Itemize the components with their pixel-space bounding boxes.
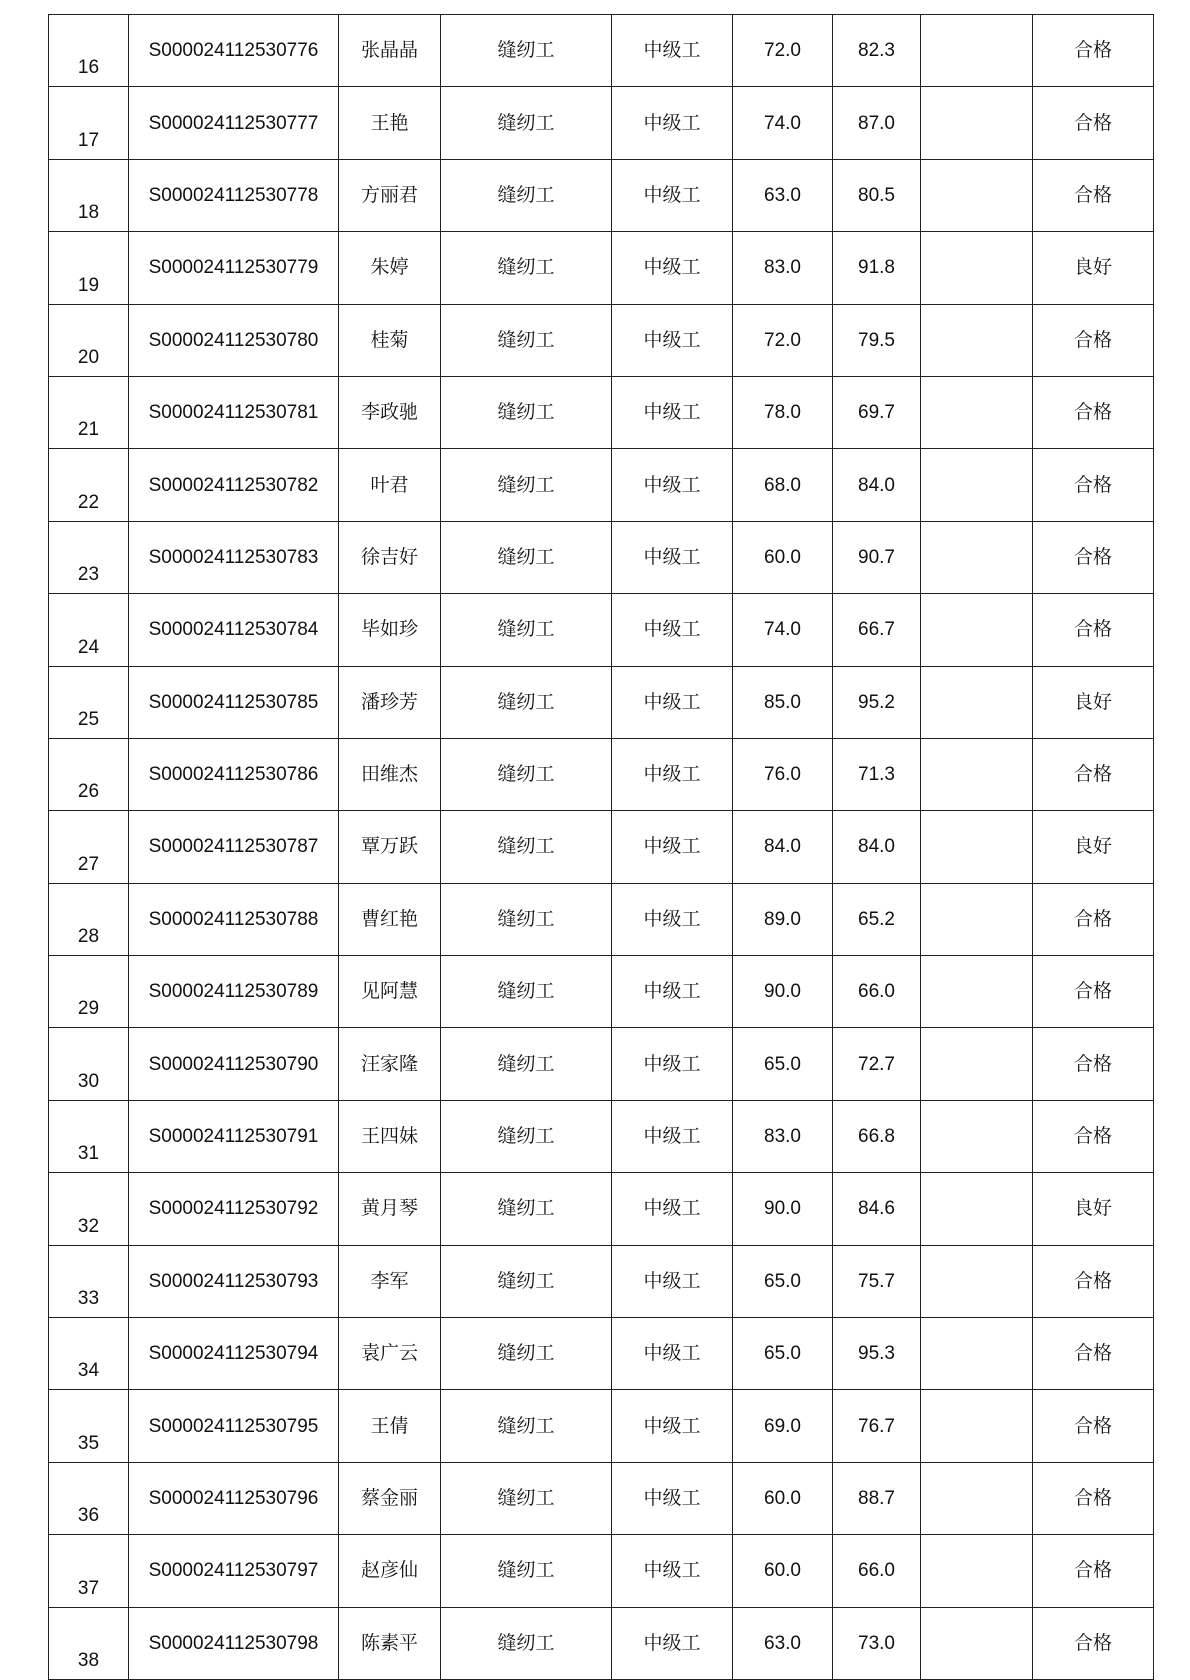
table-row [49,1390,1154,1462]
id-cell: S000024112530781 [129,376,339,448]
seq-number: 22 [77,491,100,513]
trade-cell: 缝纫工 [441,449,612,521]
name-cell: 桂菊 [339,304,441,376]
trade-cell: 缝纫工 [441,1462,612,1534]
result-cell: 合格 [1033,87,1154,159]
seq-number: 35 [77,1432,100,1454]
trade-cell: 缝纫工 [441,811,612,883]
table-row [49,1173,1154,1245]
theory-score-cell: 60.0 [733,521,833,593]
result-cell: 良好 [1033,232,1154,304]
remark-cell [921,304,1033,376]
remark-cell [921,1390,1033,1462]
seq-number: 19 [77,274,100,296]
seq-number: 34 [77,1360,100,1382]
theory-score-cell: 65.0 [733,1318,833,1390]
trade-cell: 缝纫工 [441,738,612,810]
seq-cell [49,449,129,521]
theory-score-cell: 90.0 [733,1173,833,1245]
seq-number: 36 [77,1505,100,1527]
remark-cell [921,666,1033,738]
id-cell: S000024112530795 [129,1390,339,1462]
practical-score-cell: 66.0 [833,1535,921,1607]
trade-cell: 缝纫工 [441,376,612,448]
result-cell: 合格 [1033,1100,1154,1172]
practical-score-cell: 69.7 [833,376,921,448]
remark-cell [921,1173,1033,1245]
table-row [49,1462,1154,1534]
remark-cell [921,1607,1033,1679]
seq-number: 24 [77,636,100,658]
seq-number: 20 [77,346,100,368]
remark-cell [921,956,1033,1028]
name-cell: 张晶晶 [339,15,441,87]
name-cell: 田维杰 [339,738,441,810]
name-cell: 黄月琴 [339,1173,441,1245]
name-cell: 见阿慧 [339,956,441,1028]
practical-score-cell: 66.8 [833,1100,921,1172]
theory-score-cell: 68.0 [733,449,833,521]
practical-score-cell: 84.0 [833,449,921,521]
table-row [49,811,1154,883]
name-cell: 蔡金丽 [339,1462,441,1534]
seq-cell [49,1607,129,1679]
id-cell: S000024112530789 [129,956,339,1028]
seq-cell [49,521,129,593]
result-cell: 合格 [1033,738,1154,810]
practical-score-cell: 91.8 [833,232,921,304]
trade-cell: 缝纫工 [441,1100,612,1172]
level-cell: 中级工 [612,1390,733,1462]
seq-cell [49,376,129,448]
remark-cell [921,1318,1033,1390]
id-cell: S000024112530793 [129,1245,339,1317]
remark-cell [921,883,1033,955]
seq-cell [49,87,129,159]
seq-cell [49,738,129,810]
remark-cell [921,738,1033,810]
name-cell: 潘珍芳 [339,666,441,738]
remark-cell [921,376,1033,448]
practical-score-cell: 72.7 [833,1028,921,1100]
seq-number: 18 [77,202,100,224]
id-cell: S000024112530787 [129,811,339,883]
remark-cell [921,232,1033,304]
result-cell: 合格 [1033,1028,1154,1100]
seq-number: 23 [77,564,100,586]
level-cell: 中级工 [612,1100,733,1172]
level-cell: 中级工 [612,521,733,593]
table-row [49,738,1154,810]
practical-score-cell: 73.0 [833,1607,921,1679]
level-cell: 中级工 [612,232,733,304]
result-cell: 良好 [1033,811,1154,883]
seq-number: 31 [77,1143,100,1165]
name-cell: 叶君 [339,449,441,521]
name-cell: 曹红艳 [339,883,441,955]
trade-cell: 缝纫工 [441,232,612,304]
seq-number: 26 [77,781,100,803]
theory-score-cell: 72.0 [733,304,833,376]
name-cell: 朱婷 [339,232,441,304]
remark-cell [921,449,1033,521]
id-cell: S000024112530779 [129,232,339,304]
theory-score-cell: 74.0 [733,594,833,666]
seq-cell [49,1028,129,1100]
trade-cell: 缝纫工 [441,1173,612,1245]
level-cell: 中级工 [612,376,733,448]
practical-score-cell: 75.7 [833,1245,921,1317]
table-row [49,1535,1154,1607]
level-cell: 中级工 [612,1173,733,1245]
level-cell: 中级工 [612,1607,733,1679]
theory-score-cell: 69.0 [733,1390,833,1462]
seq-cell [49,1535,129,1607]
remark-cell [921,1535,1033,1607]
theory-score-cell: 76.0 [733,738,833,810]
seq-cell [49,232,129,304]
result-cell: 合格 [1033,159,1154,231]
id-cell: S000024112530792 [129,1173,339,1245]
level-cell: 中级工 [612,594,733,666]
id-cell: S000024112530785 [129,666,339,738]
practical-score-cell: 95.2 [833,666,921,738]
seq-number: 30 [77,1070,100,1092]
table-row [49,376,1154,448]
table-row [49,232,1154,304]
name-cell: 陈素平 [339,1607,441,1679]
table-row [49,1028,1154,1100]
remark-cell [921,1462,1033,1534]
table-row [49,87,1154,159]
level-cell: 中级工 [612,1318,733,1390]
trade-cell: 缝纫工 [441,304,612,376]
theory-score-cell: 83.0 [733,1100,833,1172]
id-cell: S000024112530798 [129,1607,339,1679]
result-cell: 良好 [1033,1173,1154,1245]
trade-cell: 缝纫工 [441,666,612,738]
table-row [49,956,1154,1028]
id-cell: S000024112530778 [129,159,339,231]
practical-score-cell: 82.3 [833,15,921,87]
id-cell: S000024112530791 [129,1100,339,1172]
practical-score-cell: 84.0 [833,811,921,883]
level-cell: 中级工 [612,1462,733,1534]
seq-number: 16 [77,57,100,79]
theory-score-cell: 60.0 [733,1462,833,1534]
seq-cell [49,1462,129,1534]
id-cell: S000024112530776 [129,15,339,87]
name-cell: 李军 [339,1245,441,1317]
practical-score-cell: 84.6 [833,1173,921,1245]
theory-score-cell: 90.0 [733,956,833,1028]
id-cell: S000024112530783 [129,521,339,593]
level-cell: 中级工 [612,304,733,376]
theory-score-cell: 60.0 [733,1535,833,1607]
seq-cell [49,1173,129,1245]
practical-score-cell: 65.2 [833,883,921,955]
remark-cell [921,87,1033,159]
result-cell: 合格 [1033,594,1154,666]
name-cell: 方丽君 [339,159,441,231]
remark-cell [921,594,1033,666]
practical-score-cell: 95.3 [833,1318,921,1390]
practical-score-cell: 66.7 [833,594,921,666]
table-row [49,1318,1154,1390]
table-row [49,159,1154,231]
trade-cell: 缝纫工 [441,1318,612,1390]
remark-cell [921,15,1033,87]
theory-score-cell: 65.0 [733,1245,833,1317]
theory-score-cell: 78.0 [733,376,833,448]
result-cell: 合格 [1033,883,1154,955]
practical-score-cell: 71.3 [833,738,921,810]
remark-cell [921,159,1033,231]
name-cell: 赵彦仙 [339,1535,441,1607]
trade-cell: 缝纫工 [441,594,612,666]
trade-cell: 缝纫工 [441,1535,612,1607]
seq-number: 33 [77,1288,100,1310]
result-cell: 合格 [1033,1245,1154,1317]
name-cell: 王艳 [339,87,441,159]
name-cell: 王四妹 [339,1100,441,1172]
remark-cell [921,1028,1033,1100]
id-cell: S000024112530782 [129,449,339,521]
practical-score-cell: 88.7 [833,1462,921,1534]
theory-score-cell: 72.0 [733,15,833,87]
id-cell: S000024112530786 [129,738,339,810]
id-cell: S000024112530780 [129,304,339,376]
id-cell: S000024112530784 [129,594,339,666]
level-cell: 中级工 [612,15,733,87]
result-cell: 合格 [1033,449,1154,521]
remark-cell [921,811,1033,883]
seq-cell [49,1318,129,1390]
name-cell: 李政驰 [339,376,441,448]
theory-score-cell: 63.0 [733,1607,833,1679]
practical-score-cell: 79.5 [833,304,921,376]
trade-cell: 缝纫工 [441,1390,612,1462]
seq-cell [49,1390,129,1462]
practical-score-cell: 66.0 [833,956,921,1028]
level-cell: 中级工 [612,883,733,955]
seq-cell [49,811,129,883]
theory-score-cell: 84.0 [733,811,833,883]
theory-score-cell: 63.0 [733,159,833,231]
seq-cell [49,1100,129,1172]
table-row [49,304,1154,376]
id-cell: S000024112530794 [129,1318,339,1390]
result-cell: 合格 [1033,376,1154,448]
theory-score-cell: 74.0 [733,87,833,159]
practical-score-cell: 80.5 [833,159,921,231]
seq-number: 32 [77,1215,100,1237]
theory-score-cell: 85.0 [733,666,833,738]
seq-cell [49,1245,129,1317]
trade-cell: 缝纫工 [441,1607,612,1679]
trade-cell: 缝纫工 [441,883,612,955]
name-cell: 徐吉好 [339,521,441,593]
name-cell: 汪家隆 [339,1028,441,1100]
seq-cell [49,594,129,666]
id-cell: S000024112530796 [129,1462,339,1534]
remark-cell [921,1100,1033,1172]
table-row [49,1607,1154,1679]
remark-cell [921,521,1033,593]
level-cell: 中级工 [612,956,733,1028]
table-row [49,883,1154,955]
level-cell: 中级工 [612,1028,733,1100]
table-row [49,666,1154,738]
table-body [49,15,1154,1680]
result-cell: 合格 [1033,304,1154,376]
table-row [49,15,1154,87]
level-cell: 中级工 [612,87,733,159]
seq-number: 29 [77,998,100,1020]
table-row [49,521,1154,593]
result-cell: 合格 [1033,15,1154,87]
name-cell: 王倩 [339,1390,441,1462]
level-cell: 中级工 [612,449,733,521]
level-cell: 中级工 [612,811,733,883]
name-cell: 毕如珍 [339,594,441,666]
practical-score-cell: 87.0 [833,87,921,159]
result-cell: 合格 [1033,1462,1154,1534]
id-cell: S000024112530788 [129,883,339,955]
practical-score-cell: 76.7 [833,1390,921,1462]
id-cell: S000024112530797 [129,1535,339,1607]
seq-cell [49,15,129,87]
seq-cell [49,304,129,376]
table-row [49,594,1154,666]
trade-cell: 缝纫工 [441,159,612,231]
result-cell: 合格 [1033,1607,1154,1679]
trade-cell: 缝纫工 [441,521,612,593]
level-cell: 中级工 [612,159,733,231]
id-cell: S000024112530790 [129,1028,339,1100]
seq-number: 37 [77,1577,100,1599]
trade-cell: 缝纫工 [441,87,612,159]
level-cell: 中级工 [612,1245,733,1317]
id-cell: S000024112530777 [129,87,339,159]
result-cell: 合格 [1033,1535,1154,1607]
seq-cell [49,956,129,1028]
name-cell: 袁广云 [339,1318,441,1390]
result-cell: 合格 [1033,521,1154,593]
results-table [48,14,1154,1680]
result-cell: 合格 [1033,1390,1154,1462]
theory-score-cell: 65.0 [733,1028,833,1100]
trade-cell: 缝纫工 [441,15,612,87]
trade-cell: 缝纫工 [441,1028,612,1100]
table-row [49,449,1154,521]
result-cell: 合格 [1033,1318,1154,1390]
seq-cell [49,666,129,738]
theory-score-cell: 89.0 [733,883,833,955]
level-cell: 中级工 [612,666,733,738]
result-cell: 良好 [1033,666,1154,738]
level-cell: 中级工 [612,1535,733,1607]
seq-cell [49,883,129,955]
table-row [49,1245,1154,1317]
seq-number: 27 [77,853,100,875]
name-cell: 覃万跃 [339,811,441,883]
seq-number: 25 [77,708,100,730]
seq-number: 38 [77,1649,100,1671]
remark-cell [921,1245,1033,1317]
seq-number: 21 [77,419,100,441]
trade-cell: 缝纫工 [441,1245,612,1317]
seq-cell [49,159,129,231]
table-row [49,1100,1154,1172]
level-cell: 中级工 [612,738,733,810]
seq-number: 28 [77,926,100,948]
theory-score-cell: 83.0 [733,232,833,304]
practical-score-cell: 90.7 [833,521,921,593]
result-cell: 合格 [1033,956,1154,1028]
trade-cell: 缝纫工 [441,956,612,1028]
seq-number: 17 [77,129,100,151]
